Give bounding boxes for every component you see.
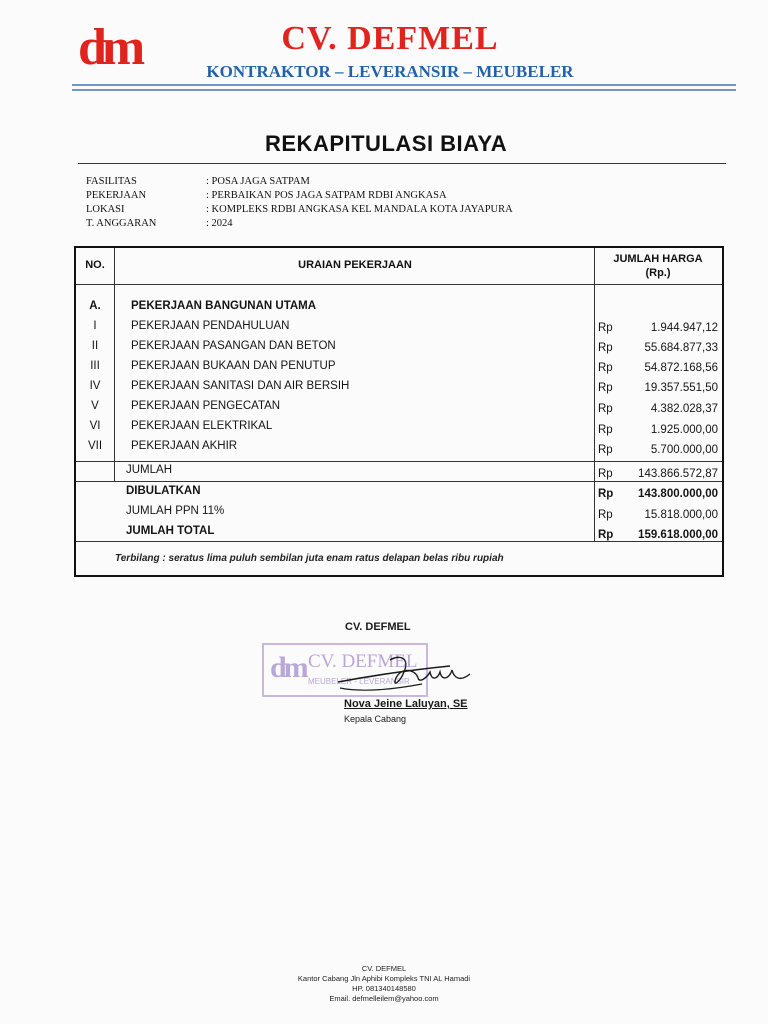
info-value: : POSA JAGA SATPAM (206, 176, 310, 187)
row-no: II (91, 340, 99, 352)
row-amount: 4.382.028,37 (650, 403, 718, 415)
handwritten-signature (330, 648, 480, 700)
section-no: A. (89, 300, 101, 312)
signature-company: CV. DEFMEL (345, 621, 411, 633)
footer-phone: HP. 081340148580 (352, 984, 416, 993)
ppn-label: JUMLAH PPN 11% (126, 505, 225, 517)
info-label: FASILITAS (86, 176, 137, 187)
letterhead-rule-top (72, 84, 736, 86)
row-label: PEKERJAAN ELEKTRIKAL (131, 420, 273, 432)
jumlah-amount: 143.866.572,87 (638, 468, 718, 480)
ppn-currency: Rp (598, 509, 613, 521)
ppn-amount: 15.818.000,00 (644, 509, 718, 521)
stamp-name: CV. DEFMEL (308, 651, 418, 672)
footer-company: CV. DEFMEL (361, 964, 407, 973)
info-label: T. ANGGARAN (86, 218, 157, 229)
letterhead-rule-bottom (72, 89, 736, 91)
info-label: LOKASI (86, 204, 125, 215)
row-currency: Rp (598, 424, 613, 436)
section-label: PEKERJAAN BANGUNAN UTAMA (131, 300, 317, 312)
total-amount: 159.618.000,00 (638, 529, 718, 541)
stamp-logo: dm (270, 651, 306, 684)
signer-title: Kepala Cabang (344, 714, 407, 724)
row-label: PEKERJAAN PENDAHULUAN (131, 320, 290, 332)
row-currency: Rp (598, 382, 613, 394)
column-divider (594, 248, 595, 541)
row-currency: Rp (598, 362, 613, 374)
info-value: : 2024 (206, 218, 233, 229)
stamp-subtitle: MEUBELER - LEVERANSIR (308, 677, 410, 686)
row-label: PEKERJAAN PASANGAN DAN BETON (131, 340, 336, 352)
row-no: V (91, 400, 99, 412)
jumlah-currency: Rp (598, 468, 613, 480)
row-amount: 5.700.000,00 (650, 444, 718, 456)
info-label: PEKERJAAN (86, 190, 147, 201)
row-label: PEKERJAAN SANITASI DAN AIR BERSIH (131, 380, 350, 392)
row-amount: 54.872.168,56 (644, 362, 718, 374)
header-divider (76, 284, 722, 285)
row-amount: 1.944.947,12 (650, 322, 718, 334)
total-label: JUMLAH TOTAL (126, 525, 215, 537)
row-amount: 19.357.551,50 (644, 382, 718, 394)
signer-name: Nova Jeine Laluyan, SE (344, 698, 468, 710)
row-no: I (93, 320, 97, 332)
header-uraian: URAIAN PEKERJAAN (298, 259, 412, 271)
row-currency: Rp (598, 322, 613, 334)
document-title: REKAPITULASI BIAYA (265, 131, 508, 156)
terbilang-note: Terbilang : seratus lima puluh sembilan juta enam ratus delapan belas ribu rupiah (115, 553, 504, 564)
row-label: PEKERJAAN BUKAAN DAN PENUTUP (131, 360, 336, 372)
row-no: III (90, 360, 100, 372)
row-label: PEKERJAAN PENGECATAN (131, 400, 281, 412)
company-name: CV. DEFMEL (281, 20, 499, 57)
row-divider (76, 481, 722, 482)
company-tagline: KONTRAKTOR – LEVERANSIR – MEUBELER (206, 62, 574, 81)
jumlah-label: JUMLAH (126, 464, 173, 476)
dibulatkan-amount: 143.800.000,00 (638, 488, 718, 500)
footer-email: Email. defmelleilem@yahoo.com (329, 994, 439, 1003)
info-value: : PERBAIKAN POS JAGA SATPAM RDBI ANGKASA (206, 190, 447, 201)
footer-address: Kantor Cabang Jln Aphibi Kompleks TNI AL Hamadi (297, 974, 471, 983)
row-amount: 55.684.877,33 (644, 342, 718, 354)
row-currency: Rp (598, 403, 613, 415)
company-logo: dm (78, 19, 141, 76)
column-divider (114, 248, 115, 481)
header-jumlah-harga: JUMLAH HARGA (613, 253, 703, 265)
footer (234, 964, 534, 1004)
row-no: IV (89, 380, 101, 392)
info-value: : KOMPLEKS RDBI ANGKASA KEL MANDALA KOTA JAYAPURA (206, 204, 513, 215)
header-no: NO. (85, 259, 105, 271)
cost-table (74, 246, 724, 577)
row-currency: Rp (598, 342, 613, 354)
header-unit: (Rp.) (645, 267, 671, 279)
row-divider (76, 461, 722, 462)
row-no: VI (89, 420, 101, 432)
row-no: VII (87, 440, 103, 452)
row-currency: Rp (598, 444, 613, 456)
row-divider (76, 541, 722, 542)
dibulatkan-label: DIBULATKAN (126, 485, 201, 497)
total-currency: Rp (598, 529, 614, 541)
dibulatkan-currency: Rp (598, 488, 614, 500)
title-rule (78, 163, 726, 164)
row-amount: 1.925.000,00 (650, 424, 718, 436)
row-label: PEKERJAAN AKHIR (131, 440, 238, 452)
